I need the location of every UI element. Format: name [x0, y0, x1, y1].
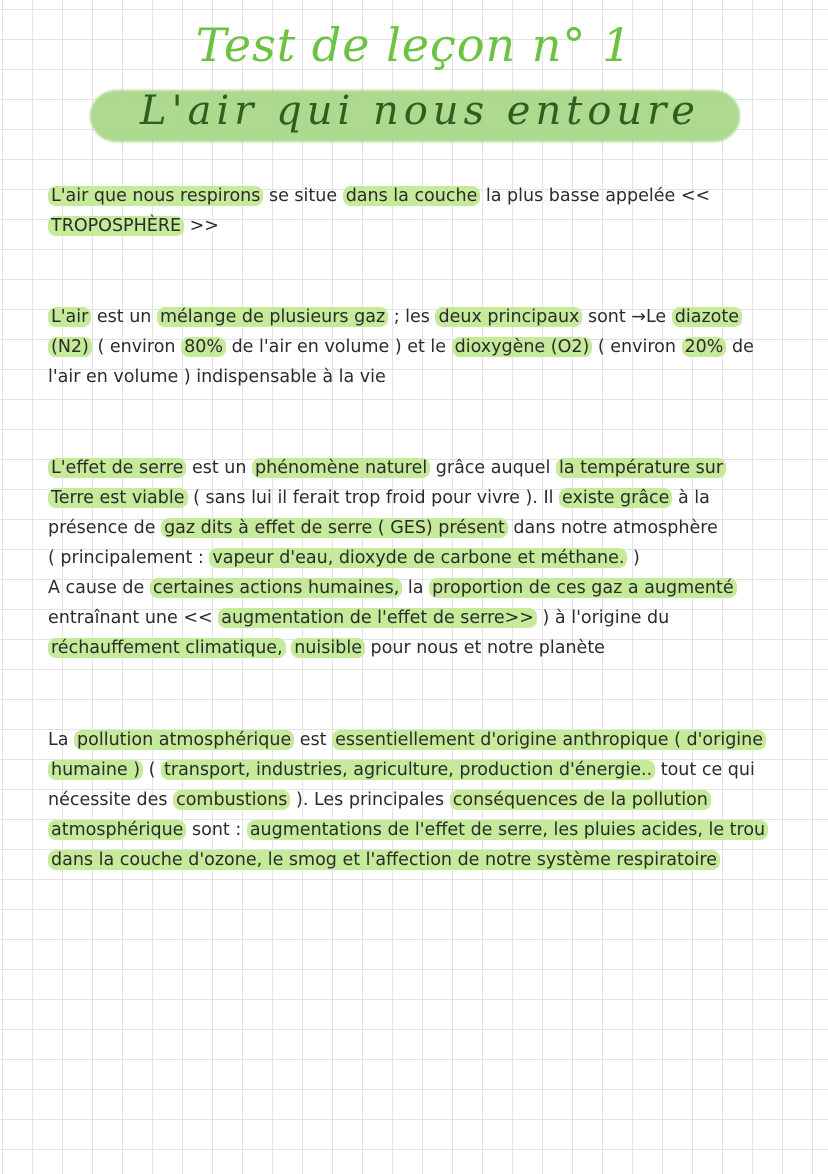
paragraph-air-composition	[48, 302, 793, 392]
paragraph-line	[48, 633, 793, 663]
highlighted-text: vapeur d'eau, dioxyde de carbone et méthane.	[209, 548, 627, 568]
text: grâce auquel	[430, 458, 556, 478]
paragraph-line	[48, 543, 793, 573]
text: est	[294, 730, 333, 750]
highlighted-text: essentiellement d'origine anthropique ( d'origine	[332, 730, 766, 750]
text: ) à l'origine du	[536, 608, 670, 628]
highlighted-text: L'air	[48, 307, 91, 327]
paragraph-line	[48, 573, 793, 603]
paragraph-troposphere	[48, 181, 793, 241]
highlighted-text: phénomène naturel	[252, 458, 430, 478]
highlighted-text: (N2)	[48, 337, 92, 357]
highlighted-text: combustions	[173, 790, 290, 810]
text: Le	[645, 307, 672, 327]
paragraph-line	[48, 211, 793, 241]
text: ). Les principales	[290, 790, 450, 810]
text: de l'air en volume ) et le	[226, 337, 452, 357]
subtitle-block	[60, 84, 780, 154]
paragraph-line	[48, 755, 793, 785]
text: La	[48, 730, 75, 750]
text: dans notre atmosphère	[507, 518, 718, 538]
text: se situe	[263, 186, 343, 206]
highlighted-text: augmentations de l'effet de serre, les pluies acides, le trou	[247, 820, 768, 840]
text: la plus basse appelée <<	[480, 186, 711, 206]
paragraph-line	[48, 815, 793, 845]
highlighted-text: 80%	[181, 337, 226, 357]
paragraph-line	[48, 181, 793, 211]
highlighted-text: TROPOSPHÈRE	[48, 216, 184, 236]
text: ( sans lui il ferait trop froid pour vivre ). Il	[187, 488, 560, 508]
highlighted-text: gaz dits à effet de serre ( GES) présent	[161, 518, 508, 538]
arrow-icon: →	[631, 307, 646, 327]
highlighted-text: conséquences de la pollution	[450, 790, 711, 810]
text: A cause de	[48, 578, 150, 598]
highlighted-text: diazote	[672, 307, 742, 327]
highlighted-text: certaines actions humaines,	[150, 578, 402, 598]
paragraph-line	[48, 362, 793, 392]
paragraph-line	[48, 483, 793, 513]
text: sont	[582, 307, 632, 327]
paragraph-greenhouse-effect	[48, 453, 793, 663]
text: la	[402, 578, 430, 598]
text: tout ce qui	[655, 760, 755, 780]
text: de	[726, 337, 754, 357]
highlighted-text: mélange de plusieurs gaz	[157, 307, 388, 327]
text: ; les	[388, 307, 436, 327]
text: )	[627, 548, 640, 568]
highlighted-text: dans la couche d'ozone, le smog et l'affection de notre système respiratoire	[48, 850, 720, 870]
text: pour nous et notre planète	[364, 638, 605, 658]
text: ( environ	[592, 337, 682, 357]
text: (	[143, 760, 162, 780]
highlighted-text: réchauffement climatique,	[48, 638, 286, 658]
subtitle: L'air qui nous entoure	[140, 88, 700, 134]
text: ( principalement :	[48, 548, 210, 568]
paragraph-line	[48, 725, 793, 755]
text: présence de	[48, 518, 162, 538]
paragraph-line	[48, 603, 793, 633]
highlighted-text: proportion de ces gaz a augmenté	[429, 578, 737, 598]
paragraph-air-pollution	[48, 725, 793, 875]
text: à la	[672, 488, 710, 508]
highlighted-text: deux principaux	[435, 307, 582, 327]
paragraph-line	[48, 513, 793, 543]
paragraph-line	[48, 302, 793, 332]
paragraph-line	[48, 845, 793, 875]
highlighted-text: L'air que nous respirons	[48, 186, 263, 206]
paragraph-line	[48, 332, 793, 362]
highlighted-text: dioxygène (O2)	[452, 337, 593, 357]
text: est un	[186, 458, 252, 478]
highlighted-text: 20%	[682, 337, 727, 357]
highlighted-text: augmentation de l'effet de serre>>	[218, 608, 537, 628]
text: est un	[91, 307, 157, 327]
text: l'air en volume ) indispensable à la vie	[48, 367, 386, 387]
page-title: Test de leçon n° 1	[195, 18, 633, 72]
text: >>	[184, 216, 219, 236]
highlighted-text: transport, industries, agriculture, production d'énergie..	[161, 760, 655, 780]
highlighted-text: humaine )	[48, 760, 143, 780]
highlighted-text: L'effet de serre	[48, 458, 186, 478]
text: nécessite des	[48, 790, 174, 810]
highlighted-text: la température sur	[556, 458, 726, 478]
highlighted-text: Terre est viable	[48, 488, 188, 508]
highlighted-text: existe grâce	[559, 488, 672, 508]
highlighted-text: atmosphérique	[48, 820, 186, 840]
text: sont :	[186, 820, 247, 840]
highlighted-text: pollution atmosphérique	[74, 730, 294, 750]
paragraph-line	[48, 453, 793, 483]
paragraph-line	[48, 785, 793, 815]
text: entraînant une <<	[48, 608, 219, 628]
highlighted-text: dans la couche	[343, 186, 481, 206]
text: ( environ	[91, 337, 182, 357]
highlighted-text: nuisible	[291, 638, 365, 658]
